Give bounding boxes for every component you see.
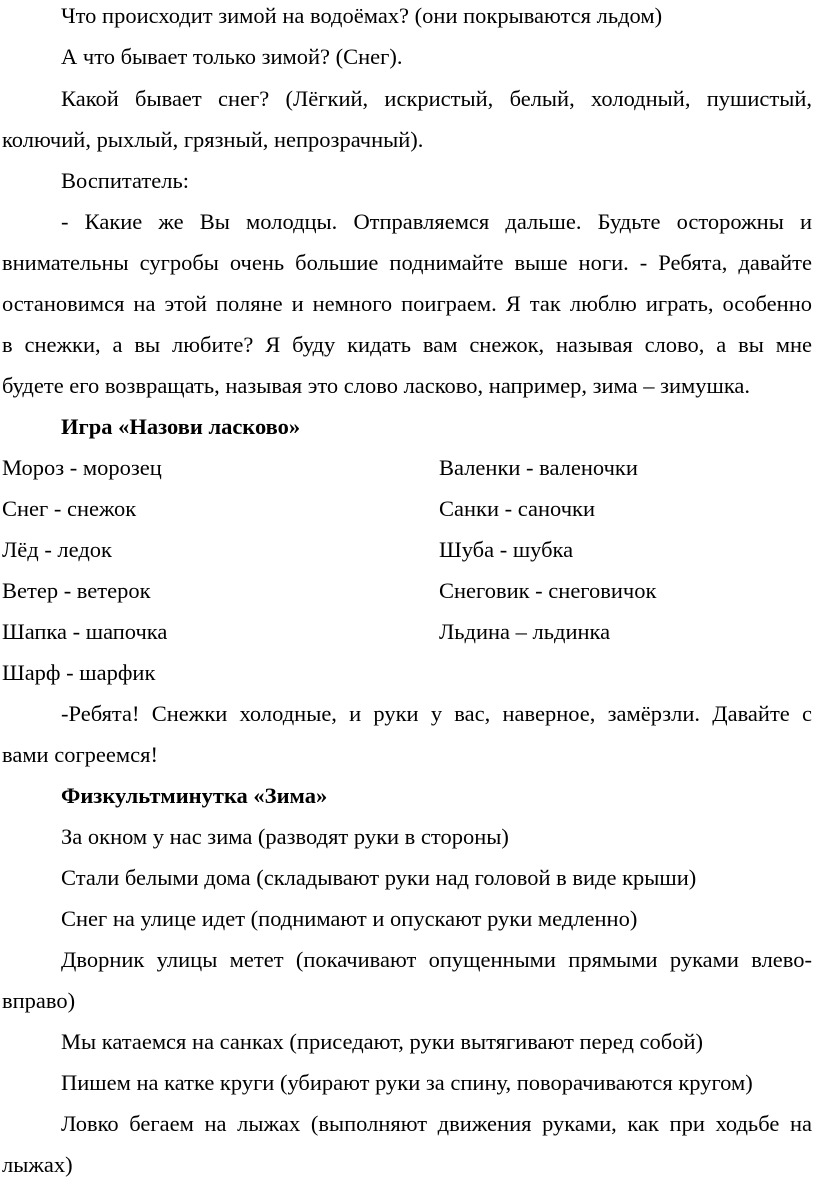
exercise-line: Пишем на катке круги (убирают руки за спину, поворачиваются кругом) [61,1070,753,1095]
word-pair-row [2,447,812,488]
paragraph-teacher-speech-line5: будете его возвращать, называя это слово ласково, например, зима – зимушка. [2,373,751,398]
exercise-line: Мы катаемся на санках (приседают, руки вытягивают перед собой) [61,1029,704,1054]
paragraph-snow-kind-line1: Какой бывает снег? (Лёгкий, искристый, белый, холодный, пушистый, [61,86,812,111]
word-pair-right: Льдина – льдинка [439,619,611,644]
exercise-line-continuation: вправо) [2,988,76,1013]
paragraph-question-snow: А что бывает только зимой? (Снег). [61,44,403,69]
game-title: Игра «Назови ласково» [61,414,301,439]
paragraph-teacher-speech-line4: в снежки, а вы любите? Я буду кидать вам снежок, называя слово, а вы мне [2,332,812,357]
word-pair-left: Шарф - шарфик [2,660,156,685]
word-pair-right: Валенки - валеночки [439,455,638,480]
exercise-line: Ловко бегаем на лыжах (выполняют движения руками, как при ходьбе на [61,1111,812,1136]
word-pair-row [2,611,812,652]
word-pair-row [2,652,812,693]
paragraph-question-ice: Что происходит зимой на водоёмах? (они покрываются льдом) [61,3,663,28]
paragraph-warm-up-line2: вами согреемся! [2,742,158,767]
word-pair-left: Шапка - шапочка [2,619,168,644]
exercise-line: Снег на улице идет (поднимают и опускают руки медленно) [61,906,638,931]
word-pair-right: Снеговик - снеговичок [439,578,657,603]
exercise-title: Физкультминутка «Зима» [61,783,328,808]
paragraph-teacher-speech-line3: остановимся на этой поляне и немного поиграем. Я так люблю играть, особенно [2,291,812,316]
word-pair-row [2,529,812,570]
paragraph-warm-up-line1: -Ребята! Снежки холодные, и руки у вас, наверное, замёрзли. Давайте с [61,701,812,726]
paragraph-snow-kind-line2: колючий, рыхлый, грязный, непрозрачный). [2,127,424,152]
word-pair-left: Лёд - ледок [2,537,112,562]
paragraph-teacher-speech-line1: - Какие же Вы молодцы. Отправляемся дальше. Будьте осторожны и [61,209,812,234]
exercise-line-continuation: лыжах) [2,1152,73,1177]
paragraph-teacher-speech-line2: внимательны сугробы очень большие поднимайте выше ноги. - Ребята, давайте [2,250,812,275]
word-pair-row [2,488,812,529]
exercise-line: Дворник улицы метет (покачивают опущенными прямыми руками влево- [61,947,812,972]
word-pair-left: Ветер - ветерок [2,578,151,603]
exercise-line: Стали белыми дома (складывают руки над головой в виде крыши) [61,865,697,890]
word-pair-right: Санки - саночки [439,496,595,521]
word-pair-row [2,570,812,611]
word-pair-left: Снег - снежок [2,496,137,521]
exercise-line: За окном у нас зима (разводят руки в стороны) [61,824,509,849]
word-pair-right: Шуба - шубка [439,537,574,562]
paragraph-teacher-label: Воспитатель: [61,168,189,193]
word-pair-left: Мороз - морозец [2,455,162,480]
